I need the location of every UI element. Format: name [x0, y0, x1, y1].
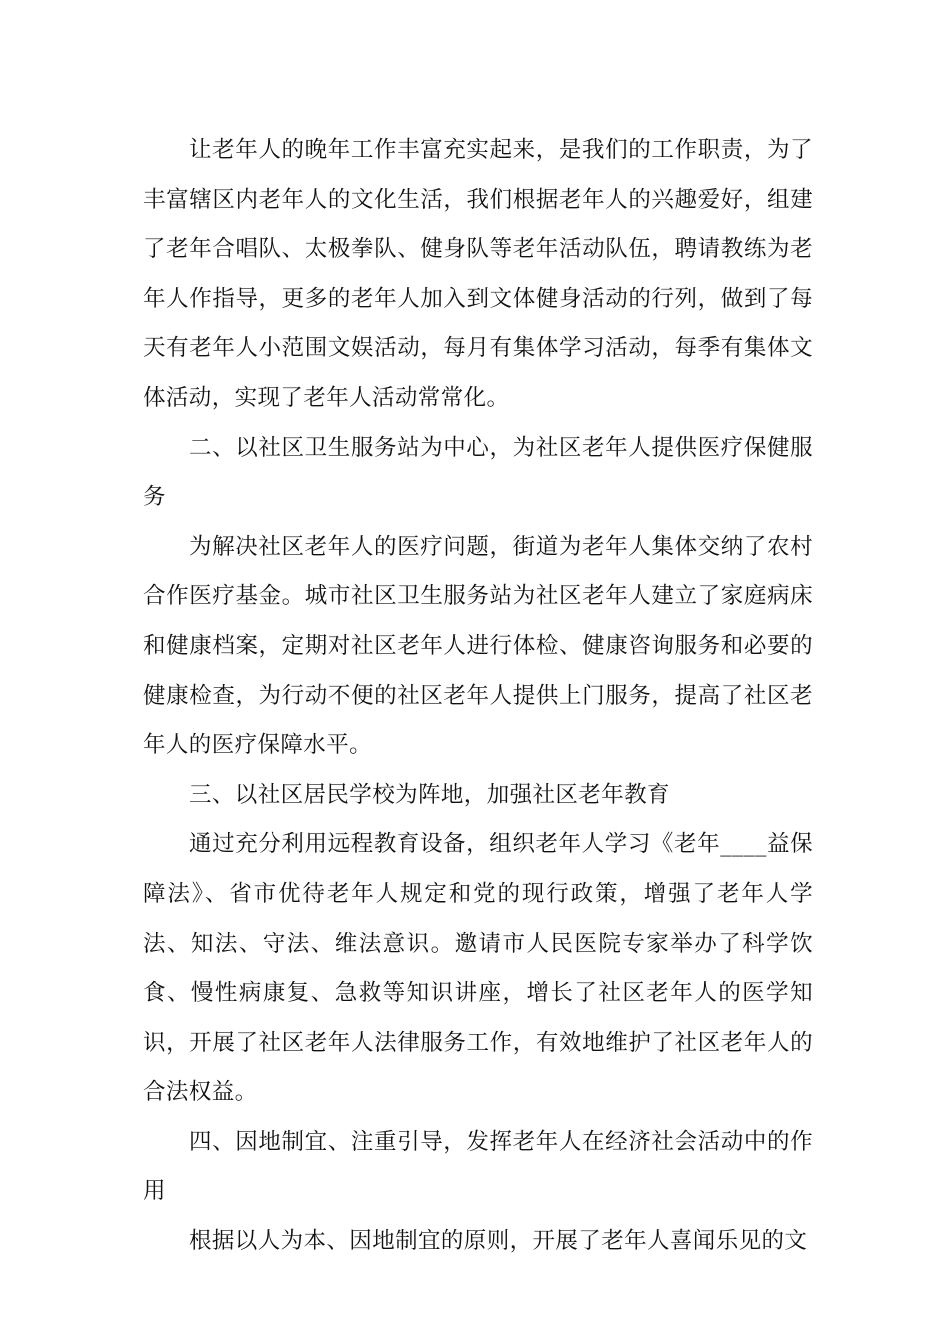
body-paragraph: 为解决社区老年人的医疗问题，街道为老年人集体交纳了农村合作医疗基金。城市社区卫生服务站为社区老年人建立了家庭病床和健康档案，定期对社区老年人进行体检、健康咨询服务和必要的健康检查，为行动不便的社区老年人提供上门服务，提高了社区老年人的医疗保障水平。 — [143, 533, 813, 759]
section-heading: 四、因地制宜、注重引导，发挥老年人在经济社会活动中的作用 — [143, 1128, 813, 1205]
section-heading: 二、以社区卫生服务站为中心，为社区老年人提供医疗保健服务 — [143, 434, 813, 511]
body-paragraph: 根据以人为本、因地制宜的原则，开展了老年人喜闻乐见的文 — [189, 1228, 808, 1255]
body-paragraph: 通过充分利用远程教育设备，组织老年人学习《老年____益保障法》、省市优待老年人规定和党的现行政策，增强了老年人学法、知法、守法、维法意识。邀请市人民医院专家举办了科学饮食、慢性病康复、急救等知识讲座，增长了社区老年人的医学知识，开展了社区老年人法律服务工作，有效地维护了社区老年人的合法权益。 — [143, 831, 813, 1106]
section-heading: 三、以社区居民学校为阵地，加强社区老年教育 — [189, 781, 670, 808]
document-body — [143, 126, 813, 1267]
body-paragraph: 让老年人的晚年工作丰富充实起来，是我们的工作职责，为了丰富辖区内老年人的文化生活，我们根据老年人的兴趣爱好，组建了老年合唱队、太极拳队、健身队等老年活动队伍，聘请教练为老年人作指导，更多的老年人加入到文体健身活动的行列，做到了每天有老年人小范围文娱活动，每月有集体学习活动，每季有集体文体活动，实现了老年人活动常常化。 — [143, 137, 813, 411]
